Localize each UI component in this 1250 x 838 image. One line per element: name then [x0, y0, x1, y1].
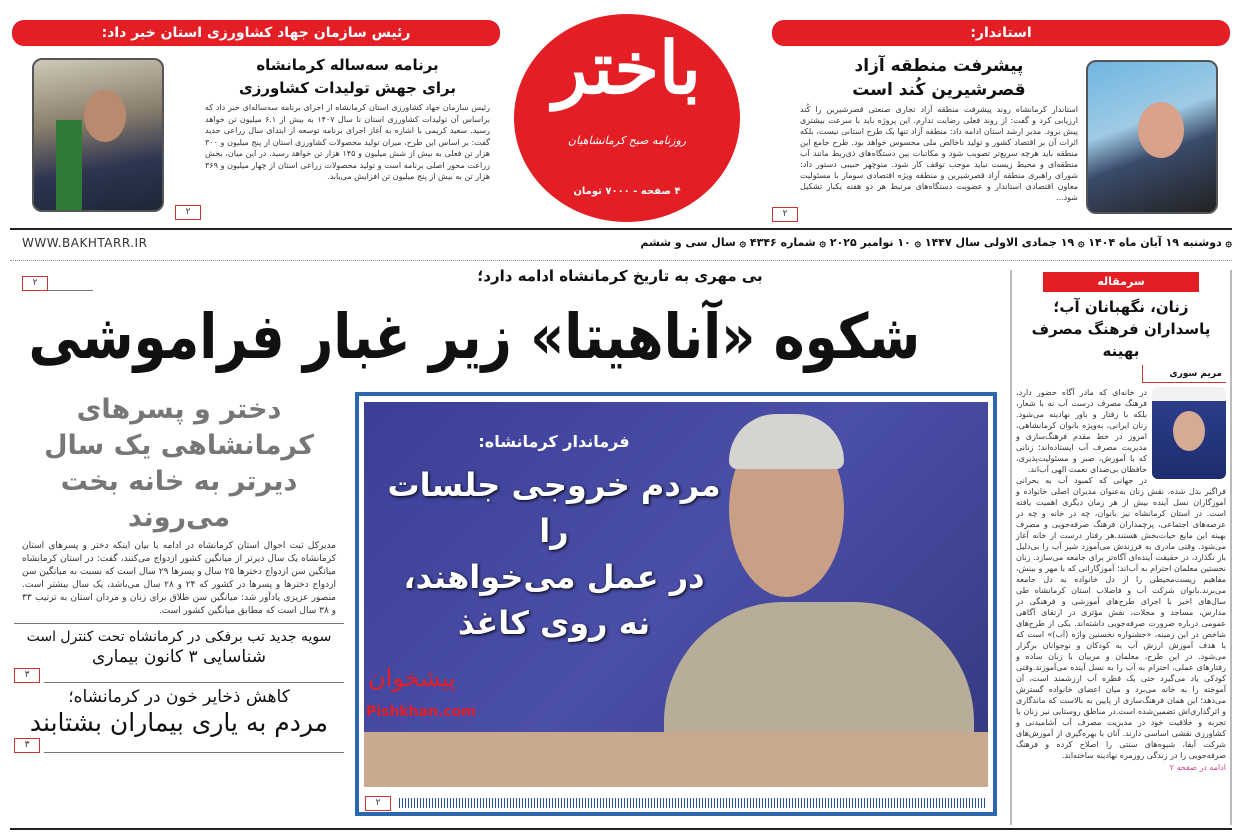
page-ref[interactable]: ۳ [14, 668, 40, 683]
lead-kicker: بی مهری به تاریخ کرمانشاه ادامه دارد؛ [477, 267, 763, 285]
watermark-logo: پیشخوان [368, 664, 456, 692]
divider [14, 623, 344, 624]
editorial-author: مریم سوری [1142, 365, 1226, 383]
face-shape [1173, 411, 1205, 451]
logo-circle [514, 14, 740, 222]
top-left-photo [32, 58, 164, 212]
marriage-headline[interactable]: دختر و پسرهای کرمانشاهی یک سال دیرتر به خانه بخت می‌روند [44, 394, 314, 533]
price: ۴ صفحه - ۷۰۰۰ تومان [573, 186, 681, 197]
page-ref[interactable]: ۳ [14, 738, 40, 753]
fever-kicker: سویه جدید تب برفکی در کرمانشاه تحت کنترل است [26, 629, 332, 645]
photo-story-title-2[interactable]: در عمل می‌خواهند، [403, 558, 705, 596]
face-shape [84, 90, 126, 142]
divider [44, 752, 344, 753]
divider [10, 260, 1232, 261]
editorial-body-top: در خانه‌ای که مادر آگاه حضور دارد، فرهنگ مصرف درست آب نه با شعار، بلکه با رفتار و باور نهادینه می‌شود. زنان ایرانی، به‌ویژه بانوان کرمانشاهی، امروز در خط مقدم فرهنگ‌سازی و مدیریت مصرف آب ایستاده‌اند؛ زنانی که با آموزش، صبر و مسئولیت‌پذیری، حافظان بی‌صدای نعمت الهی آب‌اند. [1016, 388, 1147, 474]
flag-shape [56, 120, 82, 210]
fever-headline[interactable]: شناسایی ۳ کانون بیماری [92, 647, 266, 667]
page-ref[interactable]: ۲ [175, 205, 201, 220]
face-shape [1138, 102, 1184, 158]
divider [48, 290, 93, 291]
editorial-body: در جهانی که کمبود آب به بحرانی فراگیر بدل شده، نقش زنان به‌عنوان مدیران اصلی خانواده و آموزگاران نسل آینده بیش از هر زمان دیگری اهمیت یافته است. در استان کرمانشاه نیز بانوان، چه در خانه و چه در عرصه‌های اجتماعی، پرچمداران فرهنگ صرفه‌جویی و مصرف بهینه این مایع حیات‌بخش هستند.هر رفتار درست از خانه آغاز می‌شود. وقتی مادری به فرزندش می‌آموزد شیر آب را بی‌دلیل باز نگذارد، در حقیقت آینده‌ای آگاه‌تر برای جامعه می‌سازد. زنان نخستین معلمان احترام به آب‌اند؛ آموزگارانی که با مهر و بینش، مفاهیم زیست‌محیطی را از دل خانواده به دل جامعه می‌برند.بانوان شرکت آب و فاضلاب استان کرمانشاه طی سال‌های اخیر با اجرای طرح‌های آموزشی و فرهنگی در مدارس، مساجد و محلات، نقش مؤثری در ارتقای آگاهی عمومی درباره ضرورت صرفه‌جویی داشته‌اند. یکی از طرح‌های شاخص در این زمینه، «جشنواره نخستین واژه (آب)» است که با هدف آموزش ارزش آب به کودکان و نوجوانان برگزار می‌شود. در این طرح، معلمان و مربیان با زبان ساده و رفتارهای عملی، احترام به آب را به نسل آینده می‌آموزند.وقتی کودکی یاد می‌گیرد حتی یک قطره آب ارزشمند است، آن آموخته را به خانه می‌برد و میان اعضای خانواده گسترش می‌دهد؛ این همان فرهنگ‌سازی از پایین به بالاست که ماندگاری و اثرگذاری‌اش تضمین‌شده است.در مناطق روستایی نیز زنان با تجربه و خلاقیت خود در مدیریت مصرف آب آشامیدنی و کشاورزی نقشی اساسی دارند. آنان با بهره‌گیری از آموزش‌های شرکت آبفا، شیوه‌های سنتی را اصلاح کرده و فرهنگ صرفه‌جویی را در زندگی روزمره نهادینه ساخته‌اند. [1016, 476, 1226, 760]
author-photo [1152, 387, 1226, 479]
editorial-title-2[interactable]: پاسداران فرهنگ مصرف بهینه [1031, 320, 1211, 360]
photo-story-frame[interactable] [355, 392, 997, 816]
top-left-body: رئیس سازمان جهاد کشاورزی استان کرمانشاه از اجرای برنامه سه‌ساله‌ای خبر داد که براساس آن تولیدات کشاورزی استان تا سال ۱۴۰۷ به بیش از ۶.۱ میلیون تن خواهد رسید. سعید کریمی با اشاره به آغاز اجرای برنامه توسعه از ابتدای سال زراعی جدید گفت: بر اساس این طرح، میزان تولید محصولات کشاورزی استان از پنج میلیون و ۳۰۰ هزار تن فعلی به بیش از شش میلیون و ۱۴۵ هزار تن خواهد رسید. در این میان، بخش زراعت محور اصلی برنامه است و تولید محصولات زراعی استان از چهار میلیون و ۳۶۹ هزار تن به بیش از پنج میلیون تن افزایش می‌یابد. [205, 103, 491, 181]
photo-story-image [364, 402, 988, 787]
top-right-title-1[interactable]: پیشرفت منطقه آزاد [854, 56, 1024, 76]
editorial-label: سرمقاله [1043, 272, 1199, 292]
editorial-column [1010, 270, 1232, 825]
top-right-title-2[interactable]: قصرشیرین کُند است [852, 80, 1026, 100]
top-right-photo [1086, 60, 1218, 214]
footer-rule [10, 828, 1232, 830]
top-right-kicker: استاندار: [772, 20, 1230, 46]
marriage-body: مدیرکل ثبت احوال استان کرمانشاه در ادامه با بیان اینکه دختر و پسرهای استان کرمانشاه یک سال دیرتر از میانگین کشور ازدواج می‌کنند، گفت: در استان کرمانشاه میانگین سن ازدواج دخترها ۲۵ سال و پسرها ۲۹ سال است که نسبت به میانگین سن ازدواج دخترها و پسرها در کشور که ۲۴ و ۲۸ سال می‌باشد، یک سال بیشتر است. منصور عزیزی یادآور شد: میانگین سن طلاق برای زنان و مردان استان به ترتیب ۳۳ و ۳۸ سال است که مطابق میانگین کشور است. [22, 541, 337, 616]
continued-link[interactable]: ادامه در صفحه ۲ [1169, 763, 1226, 772]
top-left-title-1[interactable]: برنامه سه‌ساله کرمانشاه [256, 56, 439, 74]
page-ref[interactable]: ۲ [772, 207, 798, 222]
photo-story-title-1[interactable]: مردم خروجی جلسات را [387, 466, 721, 550]
top-right-body: استاندار کرمانشاه روند پیشرفت منطقه آزاد تجاری صنعتی قصرشیرین را کُند ارزیابی کرد و گفت: از روند فعلی رضایت ندارم. این پروژه باید با سرعت بیشتری پیش برود. مدیر ارشد استان ادامه داد: منطقه آزاد تنها یک طرح استانی نیست، بلکه اثرات آن بر اقتصاد کشور و تولید ناخالص ملی محسوس خواهد بود. طرح جامع این منطقه باید هرچه سریع‌تر تصویب شود و مکاتبات بین دستگاه‌های ذی‌ربط مانند آب منطقه‌ای و محیط زیست نباید موجب توقف کار شود. منوچهر حبیبی دستور داد: شورای راهبری منطقه آزاد قصرشیرین و منطقه ویژه اقتصادی سومار با مسئولیت معاون اقتصادی استاندار و عضویت دستگاه‌های مرتبط هر دو هفته یکبار تشکیل شود... [800, 105, 1078, 202]
top-left-kicker: رئیس سازمان جهاد کشاورزی استان خبر داد: [12, 20, 500, 46]
top-left-title-2[interactable]: برای جهش تولیدات کشاورزی [238, 79, 457, 97]
blood-kicker: کاهش ذخایر خون در کرمانشاه؛ [68, 687, 290, 707]
desk-shape [364, 732, 988, 787]
editorial-title-1[interactable]: زنان، نگهبانان آب؛ [1053, 298, 1189, 316]
divider [44, 682, 344, 683]
photo-story-kicker: فرماندار کرمانشاه: [478, 432, 630, 451]
watermark-url: Pishkhan.com [366, 704, 476, 720]
page-ref[interactable]: ۲ [365, 796, 391, 811]
website[interactable]: WWW.BAKHTARR.IR [22, 236, 148, 250]
logo-text: باختر [553, 25, 701, 110]
blood-headline[interactable]: مردم به یاری بیماران بشتابند [29, 708, 329, 737]
lead-headline[interactable]: شکوه «آناهیتا» زیر غبار فراموشی [28, 300, 921, 373]
photo-story-title-3[interactable]: نه روی کاغذ [457, 604, 651, 642]
hair-shape [729, 414, 844, 469]
logo-subtitle: روزنامه صبح کرمانشاهیان [567, 134, 687, 147]
left-column [14, 392, 344, 753]
page-ref[interactable]: ۲ [22, 276, 48, 291]
barcode-strip [399, 798, 987, 808]
dateline: ۞ دوشنبه ۱۹ آبان ماه ۱۴۰۴ ۞ ۱۹ جمادی الاولی سال ۱۴۴۷ ۞ ۱۰ نوامبر ۲۰۲۵ ۞ شماره ۴۳۴۶ ۞ سال سی و ششم [640, 236, 1232, 249]
masthead-rule [10, 228, 1232, 230]
